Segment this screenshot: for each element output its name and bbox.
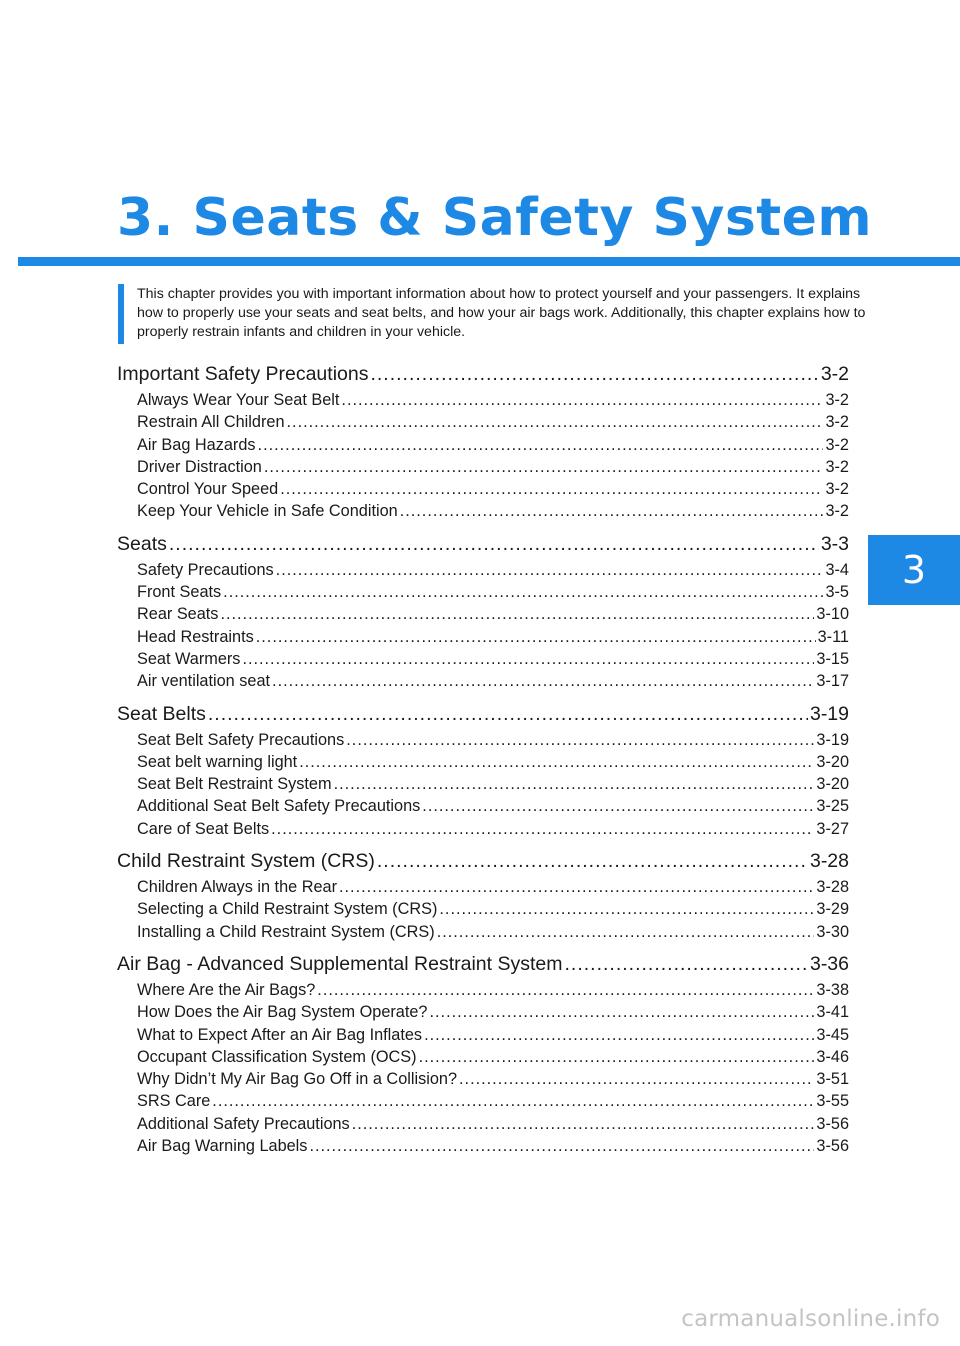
intro-accent-bar: [118, 284, 124, 344]
toc-heading[interactable]: [117, 360, 849, 389]
dot-leader: [377, 847, 808, 876]
toc-entry-label: Head Restraints: [137, 627, 254, 646]
toc-entry-page: 3-55: [816, 1092, 849, 1111]
toc-entry-label: Selecting a Child Restraint System (CRS): [137, 900, 438, 919]
toc-entry-label: Occupant Classification System (OCS): [137, 1047, 417, 1066]
chapter-tab: [868, 535, 960, 605]
dot-leader: [212, 1090, 814, 1112]
toc-entry-page: 3-29: [816, 900, 849, 919]
toc-entry[interactable]: [117, 559, 849, 581]
toc-entry[interactable]: [117, 1135, 849, 1157]
toc-heading-page: 3-28: [809, 850, 849, 873]
toc-heading-page: 3-36: [809, 952, 849, 975]
toc-entry-page: 3-2: [825, 435, 849, 454]
toc-heading-label: Seats: [117, 532, 167, 555]
toc-entry-page: 3-4: [825, 560, 849, 579]
dot-leader: [276, 559, 824, 581]
toc-entry[interactable]: [117, 729, 849, 751]
toc-entry-label: Control Your Speed: [137, 480, 279, 499]
toc-entry-page: 3-20: [816, 775, 849, 794]
toc-entry[interactable]: [117, 795, 849, 817]
toc-entry[interactable]: [117, 1001, 849, 1023]
toc-section: [117, 950, 849, 1157]
toc-entry[interactable]: [117, 456, 849, 478]
watermark: carmanualsonline.info: [681, 1306, 940, 1332]
toc-entry-label: Front Seats: [137, 583, 222, 602]
dot-leader: [564, 950, 807, 979]
toc-entry[interactable]: [117, 898, 849, 920]
toc-entry-page: 3-30: [816, 922, 849, 941]
dot-leader: [341, 389, 823, 411]
toc-entry-page: 3-56: [816, 1137, 849, 1156]
toc-heading-label: Important Safety Precautions: [117, 363, 369, 385]
toc-heading[interactable]: [117, 950, 849, 979]
dot-leader: [424, 1024, 814, 1046]
dot-leader: [223, 581, 823, 603]
toc-entry-page: 3-28: [816, 878, 849, 897]
toc-heading-label: Child Restraint System (CRS): [117, 850, 375, 873]
toc-heading-page: 3-19: [809, 702, 849, 725]
dot-leader: [169, 530, 819, 559]
toc-entry-page: 3-5: [825, 583, 849, 602]
dot-leader: [242, 648, 814, 670]
toc-entry-label: Driver Distraction: [137, 457, 262, 476]
toc-entry-page: 3-2: [825, 480, 849, 499]
toc-entry-label: Additional Seat Belt Safety Precautions: [137, 797, 421, 816]
toc-entry-page: 3-38: [816, 980, 849, 999]
toc-entry[interactable]: [117, 1024, 849, 1046]
toc-entry-label: Rear Seats: [137, 605, 219, 624]
toc-section: [117, 700, 849, 840]
toc-entry-page: 3-46: [816, 1047, 849, 1066]
toc-entry[interactable]: [117, 979, 849, 1001]
toc-entry[interactable]: [117, 434, 849, 456]
table-of-contents: [117, 360, 849, 1164]
toc-section: [117, 530, 849, 693]
dot-leader: [346, 729, 814, 751]
toc-entry-label: Air ventilation seat: [137, 672, 271, 691]
toc-entry-label: Children Always in the Rear: [137, 878, 337, 897]
dot-leader: [287, 411, 824, 433]
toc-entry[interactable]: [117, 1068, 849, 1090]
toc-entry[interactable]: [117, 773, 849, 795]
toc-entry-label: Keep Your Vehicle in Safe Condition: [137, 502, 398, 521]
dot-leader: [220, 603, 814, 625]
toc-entry-label: Seat Warmers: [137, 649, 241, 668]
toc-entry-page: 3-2: [825, 413, 849, 432]
toc-entry[interactable]: [117, 1046, 849, 1068]
toc-entry-label: Air Bag Hazards: [137, 435, 256, 454]
toc-entry-label: Installing a Child Restraint System (CRS): [137, 922, 435, 941]
toc-entry-page: 3-2: [825, 502, 849, 521]
toc-entry-page: 3-11: [817, 627, 849, 646]
toc-entry[interactable]: [117, 751, 849, 773]
toc-entry-label: Safety Precautions: [137, 560, 274, 579]
dot-leader: [299, 751, 814, 773]
toc-entry-label: Where Are the Air Bags?: [137, 980, 316, 999]
toc-heading[interactable]: [117, 847, 849, 876]
dot-leader: [271, 818, 814, 840]
toc-entry-page: 3-25: [816, 797, 849, 816]
toc-entry-label: Restrain All Children: [137, 413, 285, 432]
toc-heading-label: Seat Belts: [117, 702, 206, 725]
toc-entry-page: 3-27: [816, 819, 849, 838]
dot-leader: [430, 1001, 815, 1023]
toc-entry-page: 3-41: [816, 1003, 849, 1022]
dot-leader: [208, 700, 808, 729]
dot-leader: [256, 626, 816, 648]
toc-heading-label: Air Bag - Advanced Supplemental Restraint System: [117, 952, 563, 975]
toc-entry[interactable]: [117, 1113, 849, 1135]
toc-entry[interactable]: [117, 389, 849, 411]
toc-heading[interactable]: [117, 700, 849, 729]
chapter-intro: This chapter provides you with important information about how to protect yourself and your passengers. It explains how to properly use your seats and seat belts, and how your air bags work. Additionally, this chapter explains how to properly restrain infants and children in your vehicle.: [137, 286, 866, 340]
toc-entry[interactable]: [117, 603, 849, 625]
dot-leader: [352, 1113, 815, 1135]
toc-entry[interactable]: [117, 1090, 849, 1112]
dot-leader: [280, 478, 823, 500]
toc-entry[interactable]: [117, 818, 849, 840]
toc-entry-page: 3-45: [816, 1025, 849, 1044]
toc-entry-page: 3-10: [816, 605, 849, 624]
toc-entry-page: 3-2: [825, 391, 849, 409]
toc-entry-label: Seat belt warning light: [137, 752, 298, 771]
toc-entry-label: Why Didn’t My Air Bag Go Off in a Collision?: [137, 1070, 458, 1089]
toc-entry-page: 3-15: [816, 649, 849, 668]
toc-entry[interactable]: [117, 478, 849, 500]
dot-leader: [370, 360, 818, 389]
dot-leader: [400, 500, 824, 522]
toc-entry-page: 3-51: [816, 1070, 849, 1089]
dot-leader: [422, 795, 814, 817]
toc-heading[interactable]: [117, 530, 849, 559]
toc-heading-page: 3-2: [820, 363, 849, 385]
dot-leader: [309, 1135, 814, 1157]
toc-entry[interactable]: [117, 581, 849, 603]
toc-entry[interactable]: [117, 670, 849, 692]
dot-leader: [264, 456, 824, 478]
toc-entry-label: Additional Safety Precautions: [137, 1114, 350, 1133]
toc-entry-page: 3-2: [825, 457, 849, 476]
toc-entry-page: 3-17: [816, 672, 849, 691]
dot-leader: [459, 1068, 814, 1090]
toc-entry-label: SRS Care: [137, 1092, 211, 1111]
dot-leader: [419, 1046, 815, 1068]
chapter-title: 3. Seats & Safety System: [117, 188, 873, 248]
toc-entry-page: 3-20: [816, 752, 849, 771]
toc-entry-label: Always Wear Your Seat Belt: [137, 391, 340, 409]
chapter-tab-number: 3: [901, 548, 927, 592]
toc-heading-page: 3-3: [820, 532, 849, 555]
toc-entry[interactable]: [117, 626, 849, 648]
toc-entry-label: How Does the Air Bag System Operate?: [137, 1003, 428, 1022]
toc-entry-label: Seat Belt Restraint System: [137, 775, 332, 794]
toc-entry-label: What to Expect After an Air Bag Inflates: [137, 1025, 423, 1044]
title-divider: [18, 257, 960, 266]
dot-leader: [439, 898, 814, 920]
dot-leader: [258, 434, 824, 456]
toc-entry-page: 3-56: [816, 1114, 849, 1133]
toc-entry[interactable]: [117, 500, 849, 522]
toc-entry-label: Air Bag Warning Labels: [137, 1137, 308, 1156]
toc-entry[interactable]: [117, 411, 849, 433]
toc-entry-label: Care of Seat Belts: [137, 819, 270, 838]
toc-entry-label: Seat Belt Safety Precautions: [137, 730, 345, 749]
dot-leader: [339, 876, 814, 898]
toc-entry-page: 3-19: [816, 730, 849, 749]
toc-section: [117, 360, 849, 523]
dot-leader: [334, 773, 815, 795]
dot-leader: [272, 670, 814, 692]
toc-section: [117, 847, 849, 943]
toc-entry[interactable]: [117, 648, 849, 670]
toc-entry[interactable]: [117, 876, 849, 898]
toc-entry[interactable]: [117, 921, 849, 943]
dot-leader: [437, 921, 815, 943]
dot-leader: [317, 979, 814, 1001]
